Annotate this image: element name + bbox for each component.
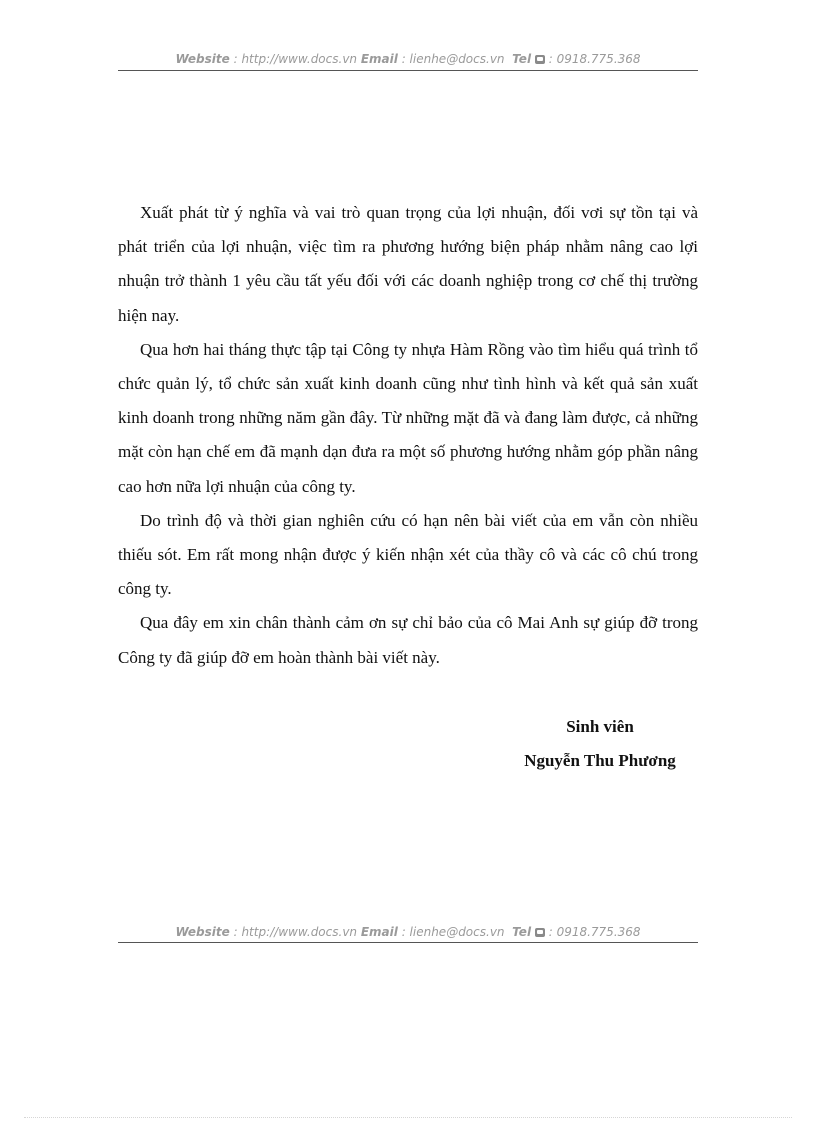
page-header [118,52,698,72]
signature-name: Nguyễn Thu Phương [524,751,676,770]
telephone-icon [535,928,545,937]
header-website-value: : http://www.docs.vn [229,52,361,66]
header-tel-value: : 0918.775.368 [544,52,641,66]
footer-tel-label: Tel [512,925,532,939]
paragraph-3: Do trình độ và thời gian nghiên cứu có hạn nên bài viết của em vẫn còn nhiều thiếu sót. Em rất mong nhận được ý kiến nhận xét của thầy cô và các cô chú trong công ty. [118,510,698,599]
header-email-label: Email [360,52,398,66]
footer-tel-value: : 0918.775.368 [544,925,641,939]
footer-website-label: Website [175,925,230,939]
footer-email-value: : lienhe@docs.vn [397,925,509,939]
signature-block [480,710,720,778]
page-footer [118,925,698,945]
header-email-value: : lienhe@docs.vn [397,52,509,66]
signature-role: Sinh viên [566,717,634,736]
telephone-icon [535,55,545,64]
document-body [118,196,698,675]
header-website-label: Website [175,52,230,66]
paragraph-1: Xuất phát từ ý nghĩa và vai trò quan trọng của lợi nhuận, đối vơi sự tồn tại và phát triển của lợi nhuận, việc tìm ra phương hướng biện pháp nhằm nâng cao lợi nhuận trở thành 1 yêu cầu tất yếu đối với các doanh nghiệp trong cơ chế thị trường hiện nay. [118,203,698,325]
paragraph-4: Qua đây em xin chân thành cảm ơn sự chỉ bảo của cô Mai Anh sự giúp đỡ trong Công ty đã giúp đỡ em hoàn thành bài viết này. [118,613,698,667]
paragraph-2: Qua hơn hai tháng thực tập tại Công ty nhựa Hàm Rồng vào tìm hiểu quá trình tổ chức quản lý, tổ chức sản xuất kinh doanh cũng như tình hình và kết quả sản xuất kinh doanh trong những năm gần đây. Từ những mặt đã và đang làm được, cả những mặt còn hạn chế em đã mạnh dạn đưa ra một số phương hướng nhằm góp phần nâng cao hơn nữa lợi nhuận của công ty. [118,339,698,496]
header-rule [118,70,698,71]
footer-website-value: : http://www.docs.vn [229,925,361,939]
footer-rule [118,942,698,943]
page-edge-divider [24,1117,792,1118]
footer-email-label: Email [360,925,398,939]
header-tel-label: Tel [512,52,532,66]
